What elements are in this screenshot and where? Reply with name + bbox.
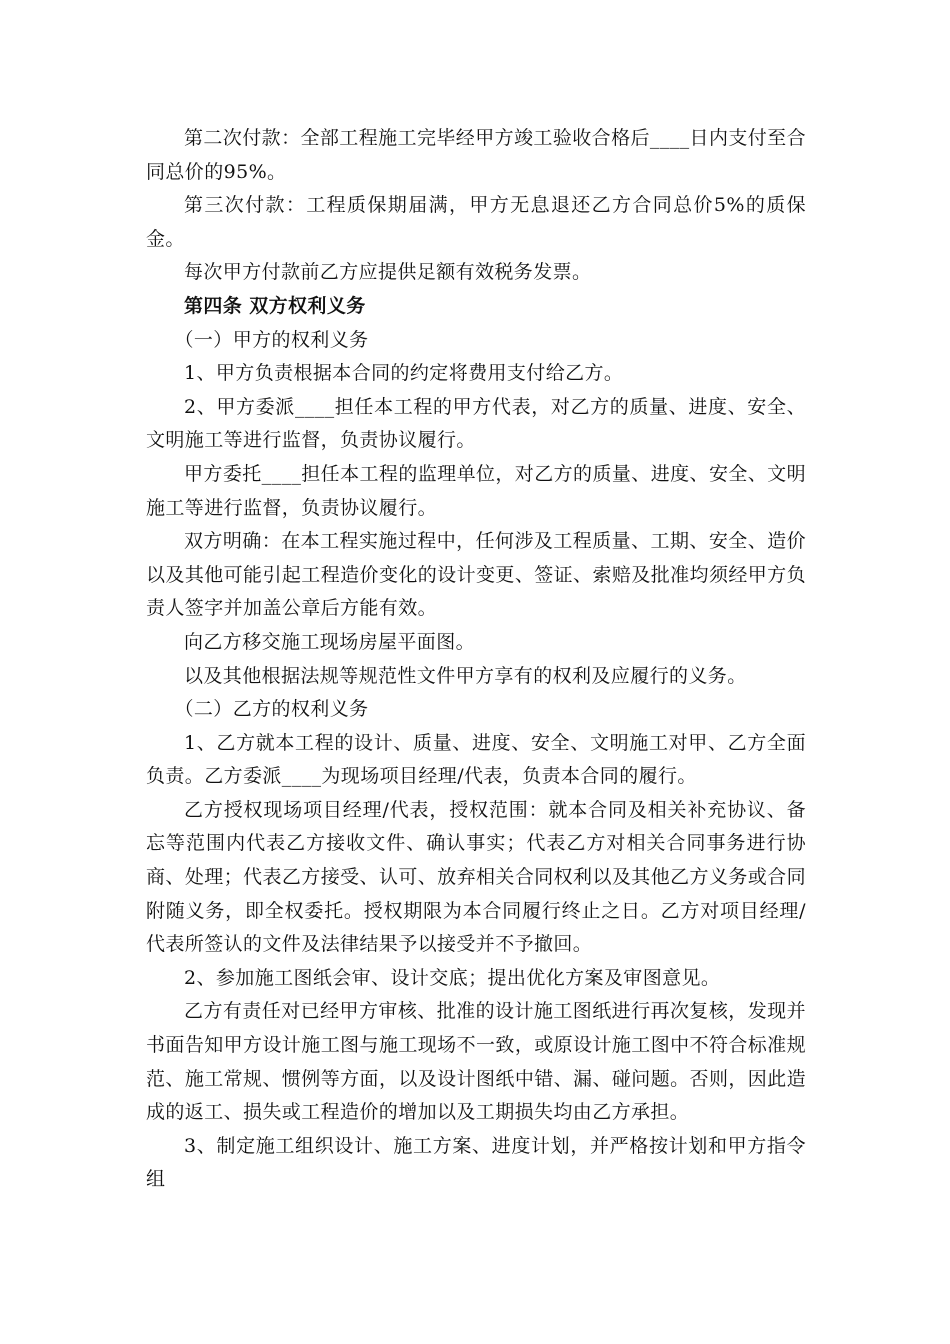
party-a-clause-1: 1、甲方负责根据本合同的约定将费用支付给乙方。 <box>184 362 624 385</box>
payment-second-paragraph: 第二次付款：全部工程施工完毕经甲方竣工验收合格后____日内支付至合同总价的95%。 <box>146 127 806 183</box>
party-b-clause-1: 1、乙方就本工程的设计、质量、进度、安全、文明施工对甲、乙方全面负责。乙方委派____为现场项目经理/代表，负责本合同的履行。 <box>146 731 806 788</box>
party-a-clause-2: 2、甲方委派____担任本工程的甲方代表，对乙方的质量、进度、安全、文明施工等进行监督，负责协议履行。 <box>146 395 806 452</box>
other-rights-paragraph: 以及其他根据法规等规范性文件甲方享有的权利及应履行的义务。 <box>184 664 747 687</box>
invoice-paragraph: 每次甲方付款前乙方应提供足额有效税务发票。 <box>184 261 592 284</box>
authorization-paragraph: 乙方授权现场项目经理/代表，授权范围：就本合同及相关补充协议、备忘等范围内代表乙方接收文件、确认事实；代表乙方对相关合同事务进行协商、处理；代表乙方接受、认可、放弃相关合同权利以及其他乙方义务或合同附随义务，即全权委托。授权期限为本合同履行终止之日。乙方对项目经理/代表所签认的文件及法律结果予以接受并不予撤回。 <box>146 798 806 956</box>
payment-third-paragraph: 第三次付款：工程质保期届满，甲方无息退还乙方合同总价5%的质保金。 <box>146 194 806 250</box>
party-b-subheading: （二）乙方的权利义务 <box>174 698 369 721</box>
document-body <box>146 122 806 1197</box>
party-a-supervisor-paragraph: 甲方委托____担任本工程的监理单位，对乙方的质量、进度、安全、文明施工等进行监督，负责协议履行。 <box>146 462 806 519</box>
mutual-agreement-paragraph: 双方明确：在本工程实施过程中，任何涉及工程质量、工期、安全、造价以及其他可能引起工程造价变化的设计变更、签证、索赔及批准均须经甲方负责人签字并加盖公章后方能有效。 <box>146 530 806 620</box>
review-responsibility-paragraph: 乙方有责任对已经甲方审核、批准的设计施工图纸进行再次复核，发现并书面告知甲方设计施工图与施工现场不一致，或原设计施工图中不符合标准规范、施工常规、惯例等方面，以及设计图纸中错、漏、碰问题。否则，因此造成的返工、损失或工程造价的增加以及工期损失均由乙方承担。 <box>146 1000 806 1124</box>
article-four-heading: 第四条 双方权利义务 <box>184 294 366 317</box>
party-a-subheading: （一）甲方的权利义务 <box>174 328 369 351</box>
party-b-clause-3: 3、制定施工组织设计、施工方案、进度计划，并严格按计划和甲方指令组 <box>146 1134 806 1191</box>
party-b-clause-2: 2、参加施工图纸会审、设计交底；提出优化方案及审图意见。 <box>184 966 721 989</box>
site-plan-paragraph: 向乙方移交施工现场房屋平面图。 <box>184 630 476 653</box>
